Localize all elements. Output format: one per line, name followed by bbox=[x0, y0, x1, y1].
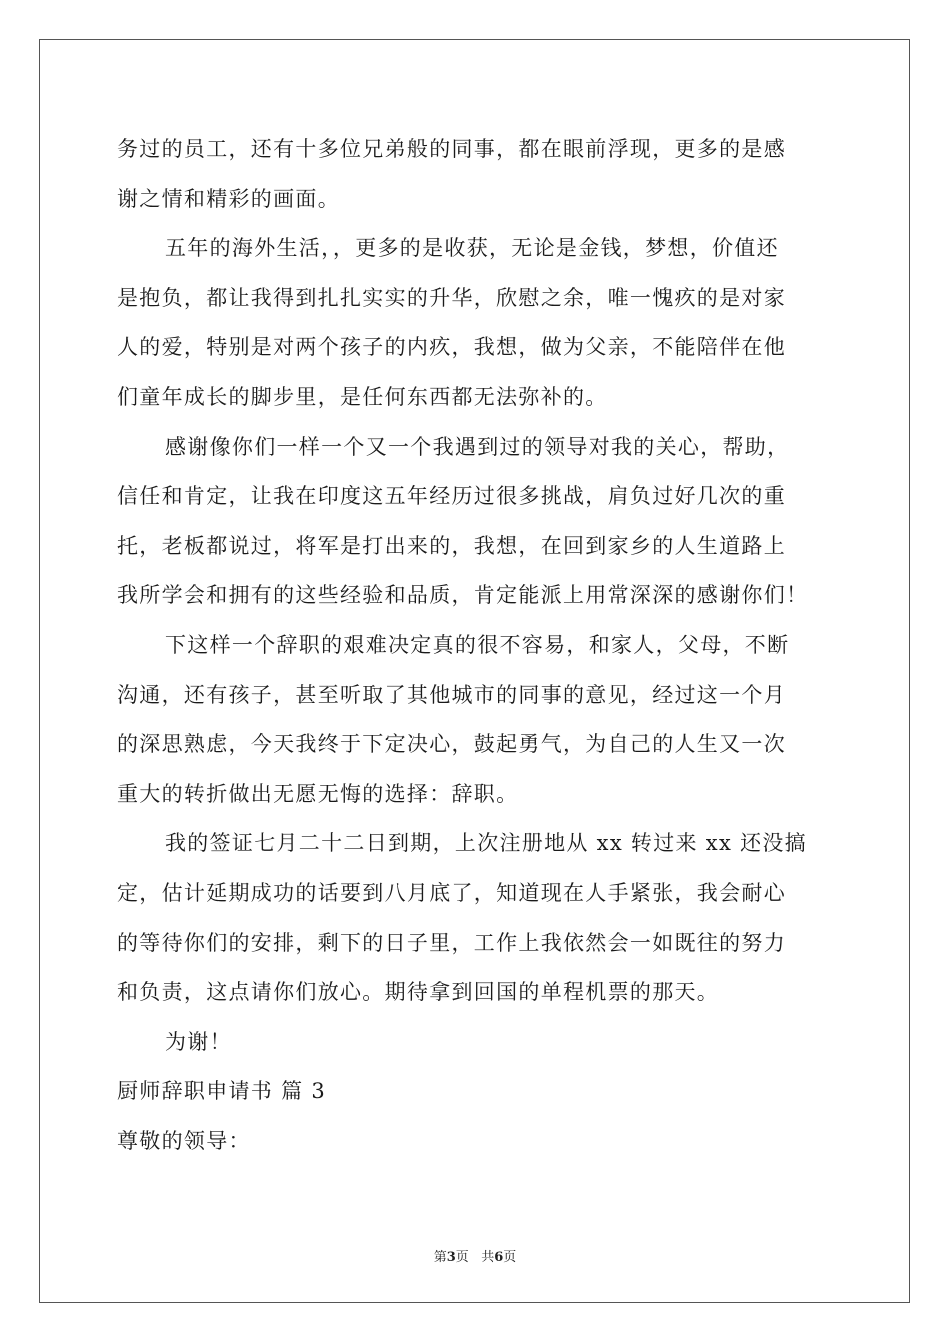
text-line: 托，老板都说过，将军是打出来的，我想，在回到家乡的人生道路上 bbox=[117, 533, 786, 558]
text-line: 和负责，这点请你们放心。期待拿到回国的单程机票的那天。 bbox=[117, 980, 720, 1005]
text-line: 五年的海外生活，，更多的是收获，无论是金钱，梦想，价值还 bbox=[165, 236, 779, 261]
text-line: 我的签证七月二十二日到期，上次注册地从 xx 转过来 xx 还没搞 bbox=[165, 831, 807, 856]
text-line: 的深思熟虑，今天我终于下定决心，鼓起勇气，为自己的人生又一次 bbox=[117, 732, 786, 757]
page-number-footer bbox=[0, 1246, 950, 1265]
page-mid: 页 共 bbox=[455, 1250, 495, 1265]
text-line: 下这样一个辞职的艰难决定真的很不容易，和家人，父母，不断 bbox=[165, 632, 790, 657]
text-line: 人的爱，特别是对两个孩子的内疚，我想，做为父亲，不能陪伴在他 bbox=[117, 335, 786, 360]
text-line: 重大的转折做出无愿无悔的选择：辞职。 bbox=[117, 781, 519, 806]
page-suffix: 页 bbox=[503, 1250, 517, 1265]
text-line: 的等待你们的安排，剩下的日子里，工作上我依然会一如既往的努力 bbox=[117, 930, 786, 955]
text-line: 信任和肯定，让我在印度这五年经历过很多挑战，肩负过好几次的重 bbox=[117, 484, 786, 509]
total-page-number: 6 bbox=[494, 1250, 504, 1265]
text-line: 我所学会和拥有的这些经验和品质，肯定能派上用常深深的感谢你们！ bbox=[117, 583, 809, 608]
page-prefix: 第 bbox=[433, 1250, 447, 1265]
text-line: 沟通，还有孩子，甚至听取了其他城市的同事的意见，经过这一个月 bbox=[117, 682, 786, 707]
text-line: 感谢像你们一样一个又一个我遇到过的领导对我的关心，帮助， bbox=[165, 434, 790, 459]
text-line: 为谢！ bbox=[165, 1029, 232, 1054]
document-body bbox=[117, 125, 837, 1166]
text-line: 定，估计延期成功的话要到八月底了，知道现在人手紧张，我会耐心 bbox=[117, 880, 786, 905]
current-page-number: 3 bbox=[446, 1250, 456, 1265]
salutation: 尊敬的领导： bbox=[117, 1128, 251, 1153]
text-line: 是抱负，都让我得到扎扎实实的升华，欣慰之余，唯一愧疚的是对家 bbox=[117, 285, 786, 310]
section-heading: 厨师辞职申请书 篇 3 bbox=[117, 1079, 327, 1104]
text-line: 务过的员工，还有十多位兄弟般的同事，都在眼前浮现，更多的是感 bbox=[117, 137, 786, 161]
text-line: 谢之情和精彩的画面。 bbox=[117, 186, 340, 211]
text-line: 们童年成长的脚步里，是任何东西都无法弥补的。 bbox=[117, 384, 608, 409]
